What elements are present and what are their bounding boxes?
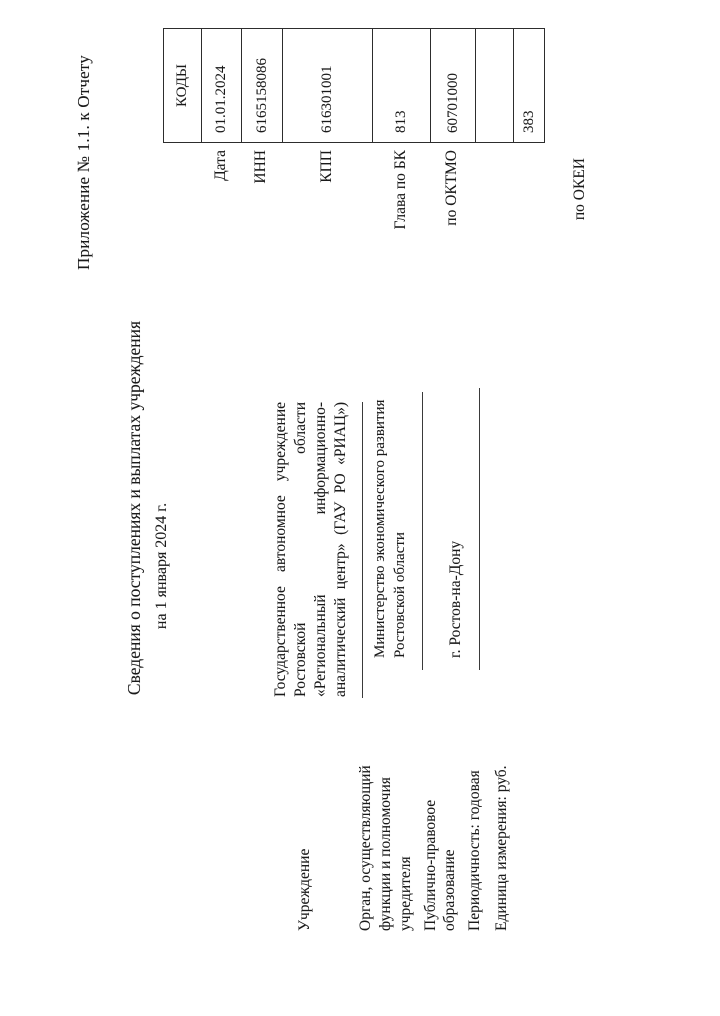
codes-label-oktmo: по ОКТМО bbox=[443, 150, 460, 226]
public-entity-value: г. Ростов-на-Дону bbox=[447, 540, 464, 658]
founder-underline bbox=[422, 392, 423, 670]
founder-label-line: учредителя bbox=[397, 856, 414, 931]
institution-name-line: аналитический центр» (ГАУ РО «РИАЦ») bbox=[332, 402, 349, 697]
institution-name-line: Государственное автономное учреждение bbox=[272, 402, 289, 697]
codes-table bbox=[163, 28, 545, 143]
public-entity-label bbox=[421, 800, 459, 931]
institution-name bbox=[271, 402, 351, 697]
codes-header-cell: КОДЫ bbox=[164, 29, 202, 142]
page-title: Сведения о поступлениях и выплатах учреждения bbox=[124, 320, 144, 696]
founder-label-line: функции и полномочия bbox=[377, 777, 394, 931]
report-date-line: на 1 января 2024 г. bbox=[153, 502, 170, 630]
unit-line: Единица измерения: руб. bbox=[493, 765, 510, 931]
founder-name-line: Ростовской области bbox=[392, 532, 408, 658]
codes-label-inn: ИНН bbox=[252, 150, 269, 184]
institution-label: Учреждение bbox=[296, 848, 313, 931]
founder-label-line: Орган, осуществляющий bbox=[357, 765, 374, 931]
codes-label-bk: Глава по БК bbox=[392, 150, 409, 230]
founder-name-line: Министерство экономического развития bbox=[372, 399, 388, 658]
periodicity-line: Периодичность: годовая bbox=[466, 770, 483, 931]
codes-value-okei: 383 bbox=[520, 110, 537, 133]
founder-name bbox=[370, 399, 410, 658]
institution-underline bbox=[362, 402, 363, 698]
codes-value-oktmo: 60701000 bbox=[431, 29, 476, 142]
public-entity-underline bbox=[479, 388, 480, 670]
founder-label bbox=[356, 765, 416, 931]
codes-value-empty bbox=[476, 29, 514, 142]
codes-value-bk: 813 bbox=[373, 29, 431, 142]
public-entity-label-line: образование bbox=[441, 849, 458, 931]
codes-value-data: 01.01.2024 bbox=[202, 29, 242, 142]
codes-label-okei: по ОКЕИ bbox=[571, 158, 588, 221]
codes-value-kpp: 616301001 bbox=[283, 29, 373, 142]
codes-label-kpp: КПП bbox=[318, 150, 335, 183]
codes-value-inn: 6165158086 bbox=[242, 29, 283, 142]
appendix-note: Приложение № 1.1. к Отчету bbox=[74, 55, 93, 270]
institution-name-line: Ростовской области bbox=[292, 402, 309, 697]
institution-name-line: «Региональный информационно- bbox=[312, 402, 329, 697]
codes-label-data: Дата bbox=[212, 150, 229, 181]
public-entity-label-line: Публично-правовое bbox=[422, 799, 439, 931]
